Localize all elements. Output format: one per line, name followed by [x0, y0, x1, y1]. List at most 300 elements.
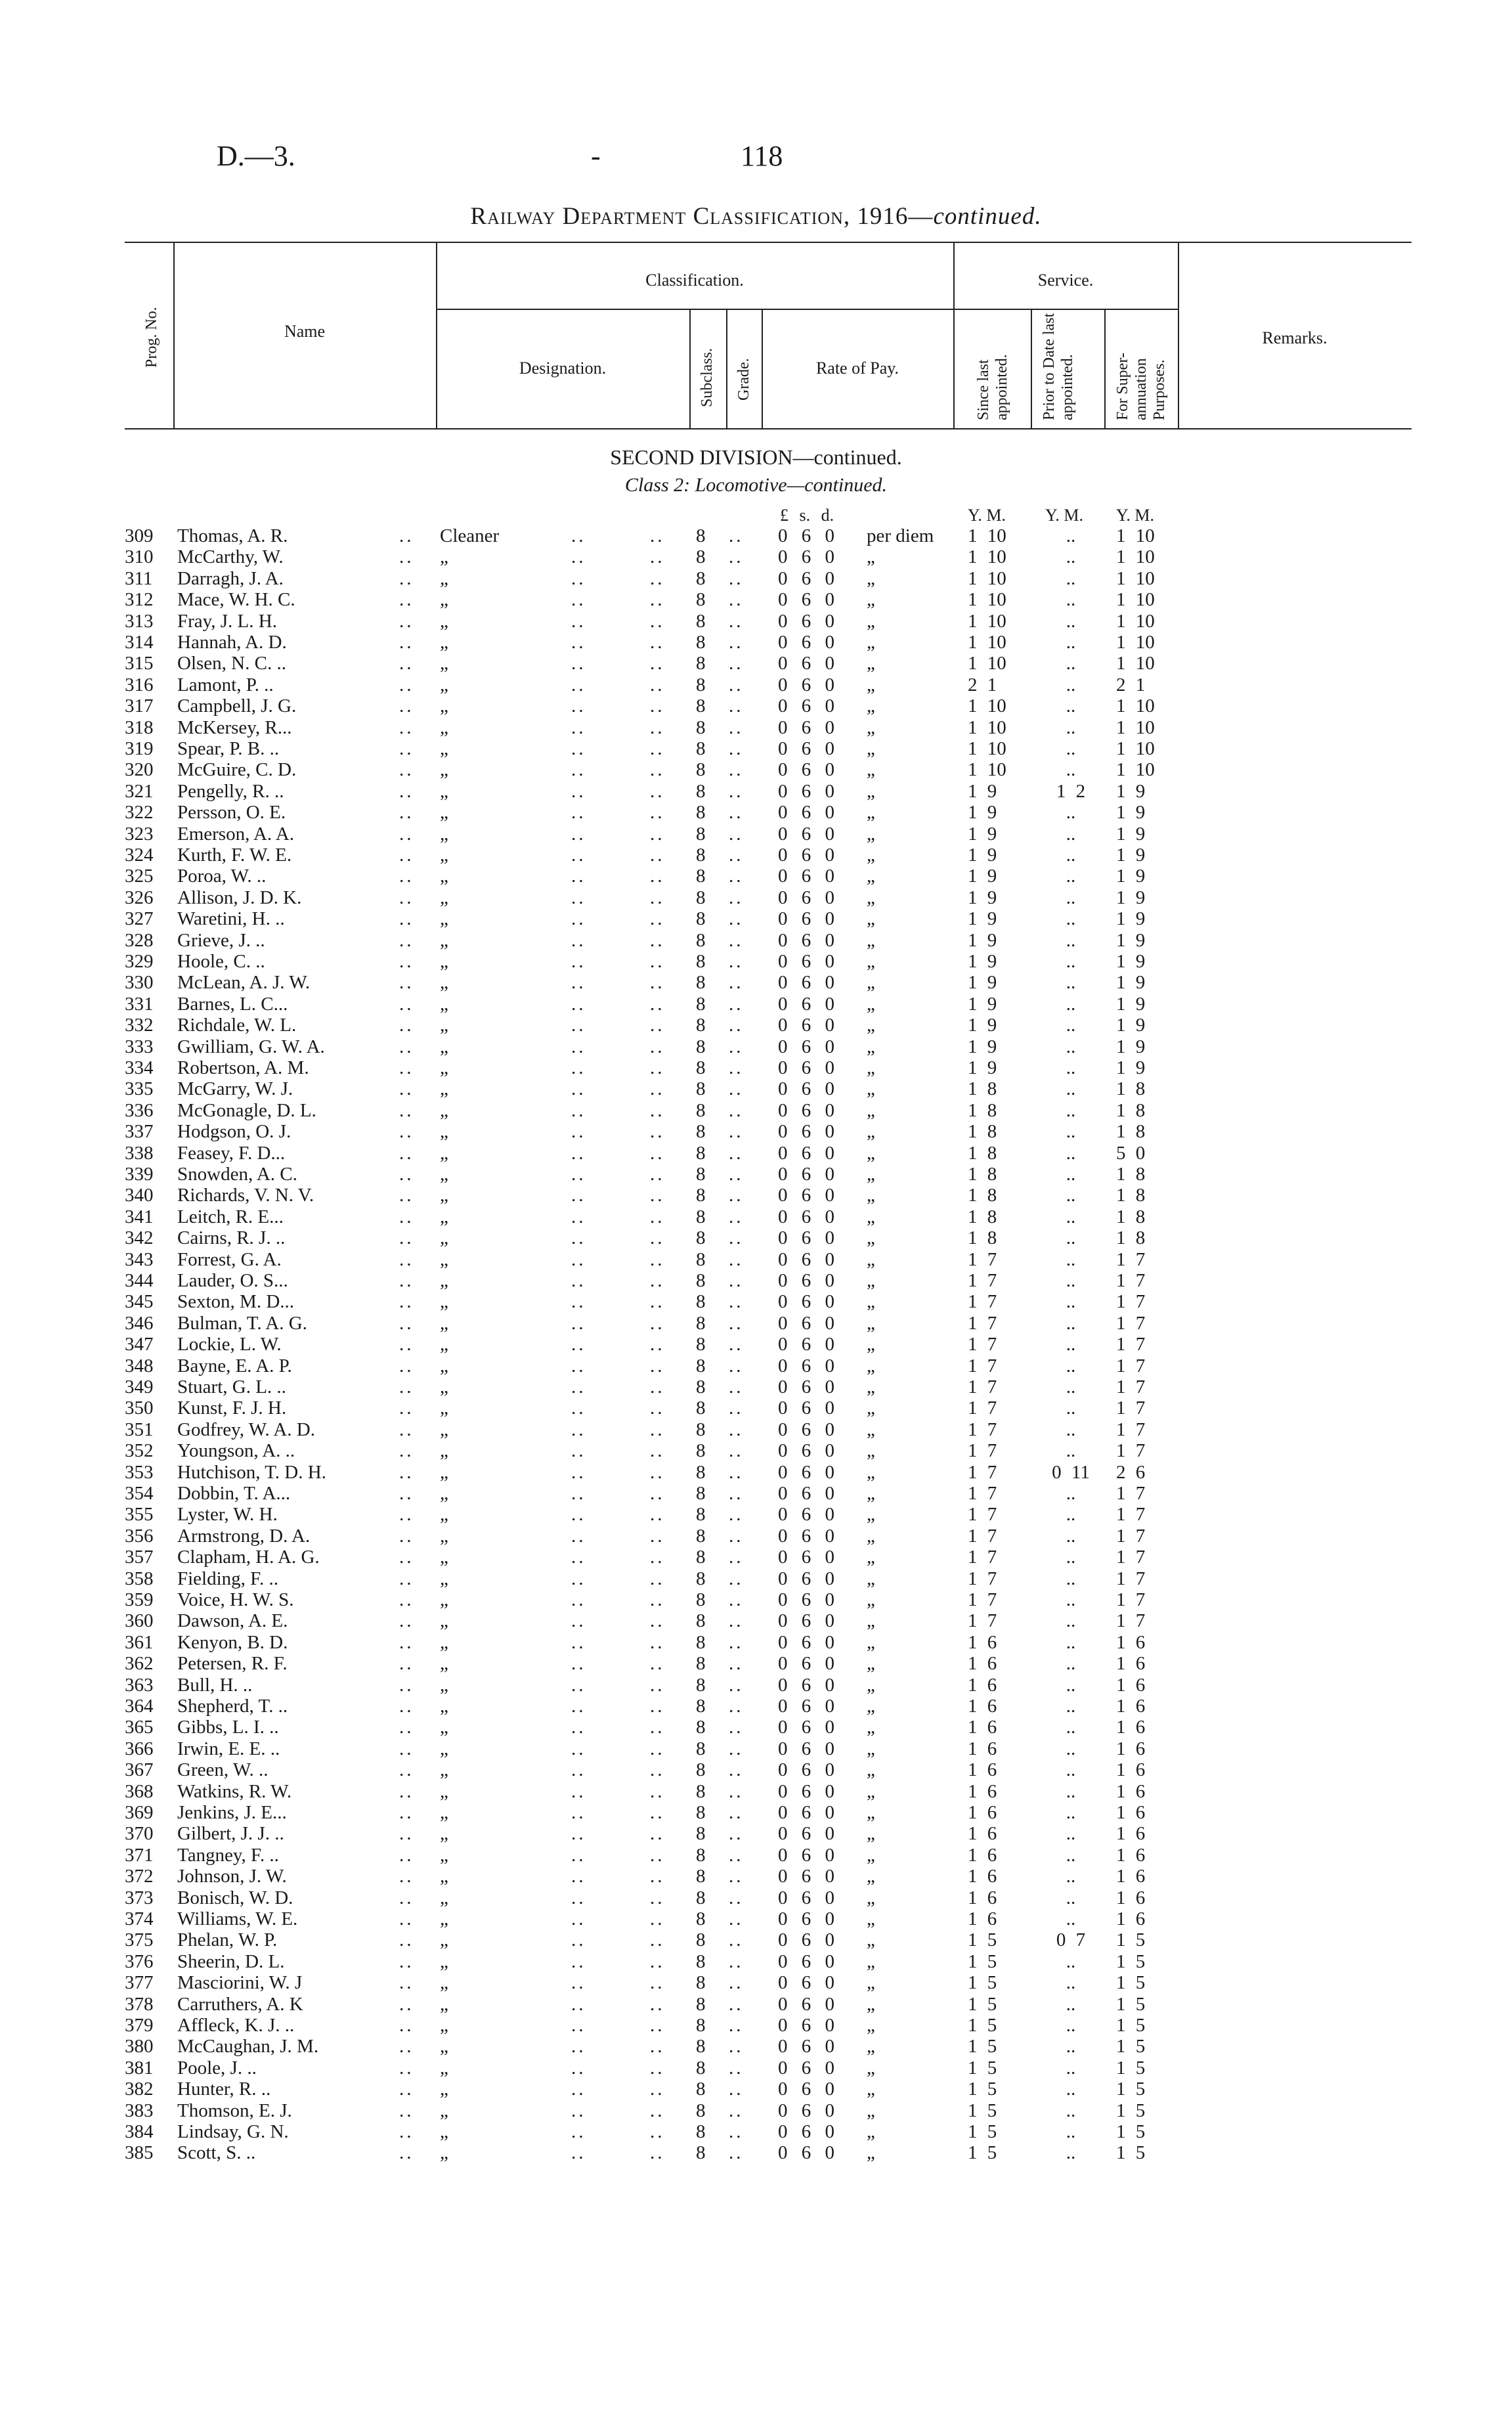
pay-period: „	[867, 1483, 875, 1504]
designation: „	[440, 1844, 448, 1866]
employee-name: Fray, J. L. H.	[177, 610, 277, 632]
leader-dots: ..	[571, 1780, 586, 1802]
leader-dots: ..	[571, 1334, 586, 1355]
rate-of-pay: 0 6 0	[778, 759, 834, 781]
table-row	[0, 1568, 1512, 1589]
name-col-rule	[436, 242, 437, 428]
leader-dots: ..	[399, 2015, 414, 2036]
leader-dots: ..	[650, 546, 665, 568]
prior-to-date: ..	[1066, 1270, 1076, 1291]
super-units: Y. M.	[1116, 506, 1155, 525]
subclass: 8	[696, 1631, 706, 1653]
prog-number: 320	[125, 759, 154, 781]
designation: „	[440, 1248, 448, 1270]
table-row	[0, 1675, 1512, 1696]
leader-dots: ..	[571, 1568, 586, 1589]
leader-dots: ..	[571, 993, 586, 1015]
employee-name: Kurth, F. W. E.	[177, 845, 292, 866]
leader-dots: ..	[571, 1142, 586, 1164]
since-last-appointed: 1 7	[968, 1270, 997, 1291]
employee-name: Armstrong, D. A.	[177, 1525, 311, 1547]
leader-dots: ..	[729, 1547, 744, 1568]
rate-of-pay: 0 6 0	[778, 1078, 834, 1100]
since-last-appointed: 1 9	[968, 802, 997, 824]
leader-dots: ..	[729, 695, 744, 717]
leader-dots: ..	[399, 1802, 414, 1823]
since-last-appointed: 1 5	[968, 2079, 997, 2100]
subclass: 8	[696, 1780, 706, 1802]
designation: „	[440, 1929, 448, 1951]
subclass: 8	[696, 845, 706, 866]
superannuation-service: 1 6	[1116, 1696, 1146, 1717]
leader-dots: ..	[650, 653, 665, 674]
rate-of-pay: 0 6 0	[778, 1610, 834, 1632]
superannuation-service: 1 7	[1116, 1270, 1146, 1291]
designation: „	[440, 1057, 448, 1078]
leader-dots: ..	[729, 908, 744, 930]
rate-of-pay: 0 6 0	[778, 738, 834, 759]
leader-dots: ..	[399, 2036, 414, 2057]
employee-name: Hutchison, T. D. H.	[177, 1461, 326, 1483]
subclass: 8	[696, 1248, 706, 1270]
header-bottom-rule	[125, 428, 1412, 429]
since-last-appointed: 1 9	[968, 908, 997, 930]
since-last-appointed: 1 7	[968, 1291, 997, 1313]
prog-number: 362	[125, 1653, 154, 1675]
subclass: 8	[696, 1419, 706, 1440]
leader-dots: ..	[571, 1525, 586, 1547]
designation: „	[440, 1206, 448, 1227]
prog-number: 383	[125, 2100, 154, 2121]
leader-dots: ..	[571, 1312, 586, 1334]
leader-dots: ..	[399, 2100, 414, 2121]
leader-dots: ..	[650, 1397, 665, 1419]
table-row	[0, 1270, 1512, 1291]
leader-dots: ..	[650, 1780, 665, 1802]
prior-to-date: ..	[1066, 1568, 1076, 1589]
employee-name: Carruthers, A. K	[177, 1993, 303, 2015]
subclass: 8	[696, 1078, 706, 1100]
rate-of-pay: 0 6 0	[778, 1887, 834, 1908]
rate-of-pay: 0 6 0	[778, 1355, 834, 1376]
since-last-appointed: 1 10	[968, 695, 1006, 717]
designation: „	[440, 610, 448, 632]
superannuation-service: 2 6	[1116, 1461, 1146, 1483]
subclass: 8	[696, 1270, 706, 1291]
designation: „	[440, 1376, 448, 1397]
prior-to-date: ..	[1066, 1142, 1076, 1164]
leader-dots: ..	[650, 1568, 665, 1589]
table-row	[0, 674, 1512, 695]
leader-dots: ..	[650, 1312, 665, 1334]
leader-dots: ..	[399, 1696, 414, 1717]
subclass: 8	[696, 1717, 706, 1738]
prog-number: 309	[125, 525, 154, 546]
superannuation-service: 1 5	[1116, 2057, 1146, 2079]
rate-of-pay: 0 6 0	[778, 1589, 834, 1610]
superannuation-service: 1 5	[1116, 2079, 1146, 2100]
leader-dots: ..	[729, 1823, 744, 1845]
rate-of-pay: 0 6 0	[778, 1015, 834, 1036]
leader-dots: ..	[729, 2057, 744, 2079]
rate-of-pay: 0 6 0	[778, 2100, 834, 2121]
leader-dots: ..	[650, 1057, 665, 1078]
table-row	[0, 546, 1512, 567]
prior-to-date: ..	[1066, 1206, 1076, 1227]
rate-of-pay: 0 6 0	[778, 1440, 834, 1462]
subclass: 8	[696, 525, 706, 546]
superannuation-service: 1 5	[1116, 2142, 1146, 2164]
prior-to-date: ..	[1066, 1759, 1076, 1781]
since-last-appointed: 1 7	[968, 1376, 997, 1397]
designation: „	[440, 2015, 448, 2036]
pay-period: „	[867, 780, 875, 802]
leader-dots: ..	[729, 1802, 744, 1823]
leader-dots: ..	[650, 716, 665, 738]
leader-dots: ..	[650, 1717, 665, 1738]
leader-dots: ..	[399, 1929, 414, 1951]
designation: „	[440, 972, 448, 994]
pay-period: „	[867, 1397, 875, 1419]
since-last-appointed: 1 6	[968, 1802, 997, 1823]
rate-of-pay: 0 6 0	[778, 2079, 834, 2100]
leader-dots: ..	[399, 1015, 414, 1036]
prior-to-date: ..	[1066, 674, 1076, 695]
subclass: 8	[696, 2015, 706, 2036]
since-last-appointed: 1 7	[968, 1525, 997, 1547]
prior-to-date: ..	[1066, 1972, 1076, 1994]
prog-number: 312	[125, 589, 154, 611]
subclass: 8	[696, 2036, 706, 2057]
table-row	[0, 824, 1512, 845]
superannuation-service: 1 5	[1116, 1950, 1146, 1972]
prior-to-date: ..	[1066, 1738, 1076, 1759]
since-last-appointed: 1 9	[968, 972, 997, 994]
leader-dots: ..	[729, 1376, 744, 1397]
designation: „	[440, 1568, 448, 1589]
rate-of-pay: 0 6 0	[778, 1950, 834, 1972]
subclass: 8	[696, 589, 706, 611]
pay-period: „	[867, 993, 875, 1015]
table-row	[0, 1419, 1512, 1440]
leader-dots: ..	[399, 1887, 414, 1908]
prior-to-date: ..	[1066, 1547, 1076, 1568]
leader-dots: ..	[650, 951, 665, 972]
table-row	[0, 994, 1512, 1015]
leader-dots: ..	[650, 993, 665, 1015]
leader-dots: ..	[571, 1376, 586, 1397]
subclass: 8	[696, 1312, 706, 1334]
pay-period: „	[867, 1610, 875, 1632]
superannuation-service: 1 10	[1116, 716, 1155, 738]
leader-dots: ..	[571, 1440, 586, 1462]
since-last-appointed: 1 8	[968, 1121, 997, 1143]
leader-dots: ..	[571, 1057, 586, 1078]
prog-number: 310	[125, 546, 154, 568]
prog-number: 315	[125, 653, 154, 674]
leader-dots: ..	[571, 1483, 586, 1504]
leader-dots: ..	[729, 525, 744, 546]
leader-dots: ..	[399, 1950, 414, 1972]
rate-of-pay: 0 6 0	[778, 1057, 834, 1078]
since-last-appointed: 1 10	[968, 716, 1006, 738]
prog-number: 374	[125, 1908, 154, 1929]
leader-dots: ..	[399, 1738, 414, 1759]
leader-dots: ..	[650, 2121, 665, 2142]
pay-period: „	[867, 589, 875, 611]
prog-number: 385	[125, 2142, 154, 2164]
leader-dots: ..	[650, 1015, 665, 1036]
employee-name: Godfrey, W. A. D.	[177, 1419, 315, 1440]
since-last-appointed: 1 9	[968, 780, 997, 802]
pay-period: „	[867, 1866, 875, 1887]
superannuation-service: 1 7	[1116, 1440, 1146, 1462]
designation: „	[440, 845, 448, 866]
prog-number: 317	[125, 695, 154, 717]
leader-dots: ..	[729, 845, 744, 866]
designation: „	[440, 1291, 448, 1313]
subclass: 8	[696, 1738, 706, 1759]
prog-number: 355	[125, 1504, 154, 1526]
table-row	[0, 738, 1512, 759]
table-row	[0, 1355, 1512, 1376]
employee-name: Bayne, E. A. P.	[177, 1355, 292, 1376]
leader-dots: ..	[399, 1078, 414, 1100]
designation: „	[440, 866, 448, 887]
prior-to-date: ..	[1066, 1653, 1076, 1675]
designation: „	[440, 1312, 448, 1334]
pay-period: „	[867, 1078, 875, 1100]
superannuation-service: 1 5	[1116, 1929, 1146, 1951]
subclass: 8	[696, 1227, 706, 1249]
subclass: 8	[696, 972, 706, 994]
leader-dots: ..	[650, 1823, 665, 1845]
rate-of-pay: 0 6 0	[778, 610, 834, 632]
rate-of-pay: 0 6 0	[778, 929, 834, 951]
employee-name: Lockie, L. W.	[177, 1334, 282, 1355]
rate-of-pay: 0 6 0	[778, 1206, 834, 1227]
leader-dots: ..	[399, 1099, 414, 1121]
employee-name: Cairns, R. J. ..	[177, 1227, 286, 1249]
prior-to-date: ..	[1066, 1312, 1076, 1334]
employee-name: Gibbs, L. I. ..	[177, 1717, 279, 1738]
employee-name: Gilbert, J. J. ..	[177, 1823, 284, 1845]
designation: „	[440, 1015, 448, 1036]
pay-period: „	[867, 546, 875, 568]
leader-dots: ..	[571, 1866, 586, 1887]
since-last-appointed: 1 10	[968, 653, 1006, 674]
employee-name: Clapham, H. A. G.	[177, 1547, 320, 1568]
leader-dots: ..	[729, 759, 744, 781]
rate-of-pay: 0 6 0	[778, 1504, 834, 1526]
subclass: 8	[696, 929, 706, 951]
prior-to-date: ..	[1066, 1376, 1076, 1397]
prog-number: 381	[125, 2057, 154, 2079]
leader-dots: ..	[571, 1802, 586, 1823]
header-designation: Designation.	[519, 359, 607, 378]
leader-dots: ..	[571, 546, 586, 568]
leader-dots: ..	[729, 887, 744, 908]
superannuation-service: 1 7	[1116, 1547, 1146, 1568]
leader-dots: ..	[571, 1717, 586, 1738]
header-service: Service.	[1037, 271, 1094, 290]
prior-to-date: 0 11	[1052, 1461, 1090, 1483]
table-row	[0, 1887, 1512, 1908]
leader-dots: ..	[650, 845, 665, 866]
leader-dots: ..	[399, 1866, 414, 1887]
prior-to-date: ..	[1066, 908, 1076, 930]
prog-number: 354	[125, 1483, 154, 1504]
table-row	[0, 1143, 1512, 1164]
pay-units: £ s. d.	[780, 506, 834, 525]
leader-dots: ..	[399, 1759, 414, 1781]
pay-period: „	[867, 1929, 875, 1951]
subclass: 8	[696, 1121, 706, 1143]
leader-dots: ..	[650, 1504, 665, 1526]
designation: „	[440, 716, 448, 738]
prog-number: 343	[125, 1248, 154, 1270]
leader-dots: ..	[571, 929, 586, 951]
prog-number: 360	[125, 1610, 154, 1632]
leader-dots: ..	[399, 1504, 414, 1526]
since-last-appointed: 1 9	[968, 887, 997, 908]
leader-dots: ..	[729, 1589, 744, 1610]
subclass: 8	[696, 1504, 706, 1526]
leader-dots: ..	[399, 1397, 414, 1419]
since-last-appointed: 1 7	[968, 1483, 997, 1504]
designation: „	[440, 1738, 448, 1759]
rate-of-pay: 0 6 0	[778, 1823, 834, 1845]
since-last-appointed: 1 7	[968, 1248, 997, 1270]
table-row	[0, 1376, 1512, 1397]
since-last-appointed: 1 10	[968, 589, 1006, 611]
leader-dots: ..	[729, 1291, 744, 1313]
designation: „	[440, 1504, 448, 1526]
table-row	[0, 930, 1512, 951]
pay-period: „	[867, 2079, 875, 2100]
leader-dots: ..	[729, 1696, 744, 1717]
leader-dots: ..	[650, 567, 665, 589]
superannuation-service: 1 10	[1116, 546, 1155, 568]
leader-dots: ..	[571, 1185, 586, 1206]
rate-of-pay: 0 6 0	[778, 1164, 834, 1185]
prior-to-date: 0 7	[1056, 1929, 1086, 1951]
since-last-appointed: 1 6	[968, 1653, 997, 1675]
employee-name: Waretini, H. ..	[177, 908, 285, 930]
superannuation-service: 1 10	[1116, 589, 1155, 611]
prior-to-date: ..	[1066, 738, 1076, 759]
leader-dots: ..	[571, 972, 586, 994]
table-row	[0, 866, 1512, 887]
leader-dots: ..	[571, 716, 586, 738]
prog-number: 323	[125, 823, 154, 845]
subclass: 8	[696, 1525, 706, 1547]
leader-dots: ..	[399, 2079, 414, 2100]
table-row	[0, 2036, 1512, 2057]
superannuation-service: 1 10	[1116, 632, 1155, 653]
leader-dots: ..	[650, 674, 665, 695]
rate-of-pay: 0 6 0	[778, 1908, 834, 1929]
subclass: 8	[696, 1696, 706, 1717]
subclass: 8	[696, 695, 706, 717]
leader-dots: ..	[650, 738, 665, 759]
leader-dots: ..	[399, 1291, 414, 1313]
employee-name: Poole, J. ..	[177, 2057, 257, 2079]
leader-dots: ..	[571, 1589, 586, 1610]
superannuation-service: 1 10	[1116, 567, 1155, 589]
employee-name: Jenkins, J. E...	[177, 1802, 287, 1823]
service-col-rule	[953, 242, 955, 428]
superannuation-service: 1 7	[1116, 1525, 1146, 1547]
prog-number: 335	[125, 1078, 154, 1100]
subclass: 8	[696, 1674, 706, 1696]
employee-name: Hodgson, O. J.	[177, 1121, 292, 1143]
designation: „	[440, 929, 448, 951]
designation: „	[440, 1036, 448, 1057]
leader-dots: ..	[650, 2057, 665, 2079]
subclass: 8	[696, 866, 706, 887]
employee-name: McKersey, R...	[177, 716, 292, 738]
leader-dots: ..	[571, 866, 586, 887]
pay-period: „	[867, 1887, 875, 1908]
leader-dots: ..	[650, 1525, 665, 1547]
leader-dots: ..	[399, 1908, 414, 1929]
table-row	[0, 887, 1512, 908]
subclass: 8	[696, 908, 706, 930]
subclass: 8	[696, 1206, 706, 1227]
superannuation-service: 1 6	[1116, 1908, 1146, 1929]
since-last-appointed: 1 8	[968, 1078, 997, 1100]
prior-to-date: ..	[1066, 1589, 1076, 1610]
rate-of-pay: 0 6 0	[778, 1419, 834, 1440]
rate-of-pay: 0 6 0	[778, 1376, 834, 1397]
subclass: 8	[696, 716, 706, 738]
prior-to-date: ..	[1066, 1993, 1076, 2015]
employee-name: Poroa, W. ..	[177, 866, 267, 887]
leader-dots: ..	[729, 1738, 744, 1759]
designation: „	[440, 1823, 448, 1845]
leader-dots: ..	[650, 1461, 665, 1483]
leader-dots: ..	[399, 1674, 414, 1696]
leader-dots: ..	[729, 1631, 744, 1653]
leader-dots: ..	[399, 1440, 414, 1462]
since-last-appointed: 1 6	[968, 1674, 997, 1696]
since-last-appointed: 1 6	[968, 1866, 997, 1887]
subclass: 8	[696, 1929, 706, 1951]
prog-number: 347	[125, 1334, 154, 1355]
prog-number: 372	[125, 1866, 154, 1887]
leader-dots: ..	[729, 1929, 744, 1951]
table-row	[0, 2079, 1512, 2100]
leader-dots: ..	[729, 1164, 744, 1185]
subclass: 8	[696, 1355, 706, 1376]
superannuation-service: 1 10	[1116, 695, 1155, 717]
employee-name: Thomas, A. R.	[177, 525, 288, 546]
leader-dots: ..	[399, 1547, 414, 1568]
pay-period: „	[867, 567, 875, 589]
rate-of-pay: 0 6 0	[778, 2142, 834, 2164]
leader-dots: ..	[729, 929, 744, 951]
prog-number: 333	[125, 1036, 154, 1057]
rate-of-pay: 0 6 0	[778, 674, 834, 695]
pay-period: „	[867, 674, 875, 695]
table-row	[0, 1185, 1512, 1206]
subclass: 8	[696, 2079, 706, 2100]
leader-dots: ..	[650, 1248, 665, 1270]
prior-to-date: ..	[1066, 929, 1076, 951]
leader-dots: ..	[571, 802, 586, 824]
pay-period: „	[867, 1738, 875, 1759]
